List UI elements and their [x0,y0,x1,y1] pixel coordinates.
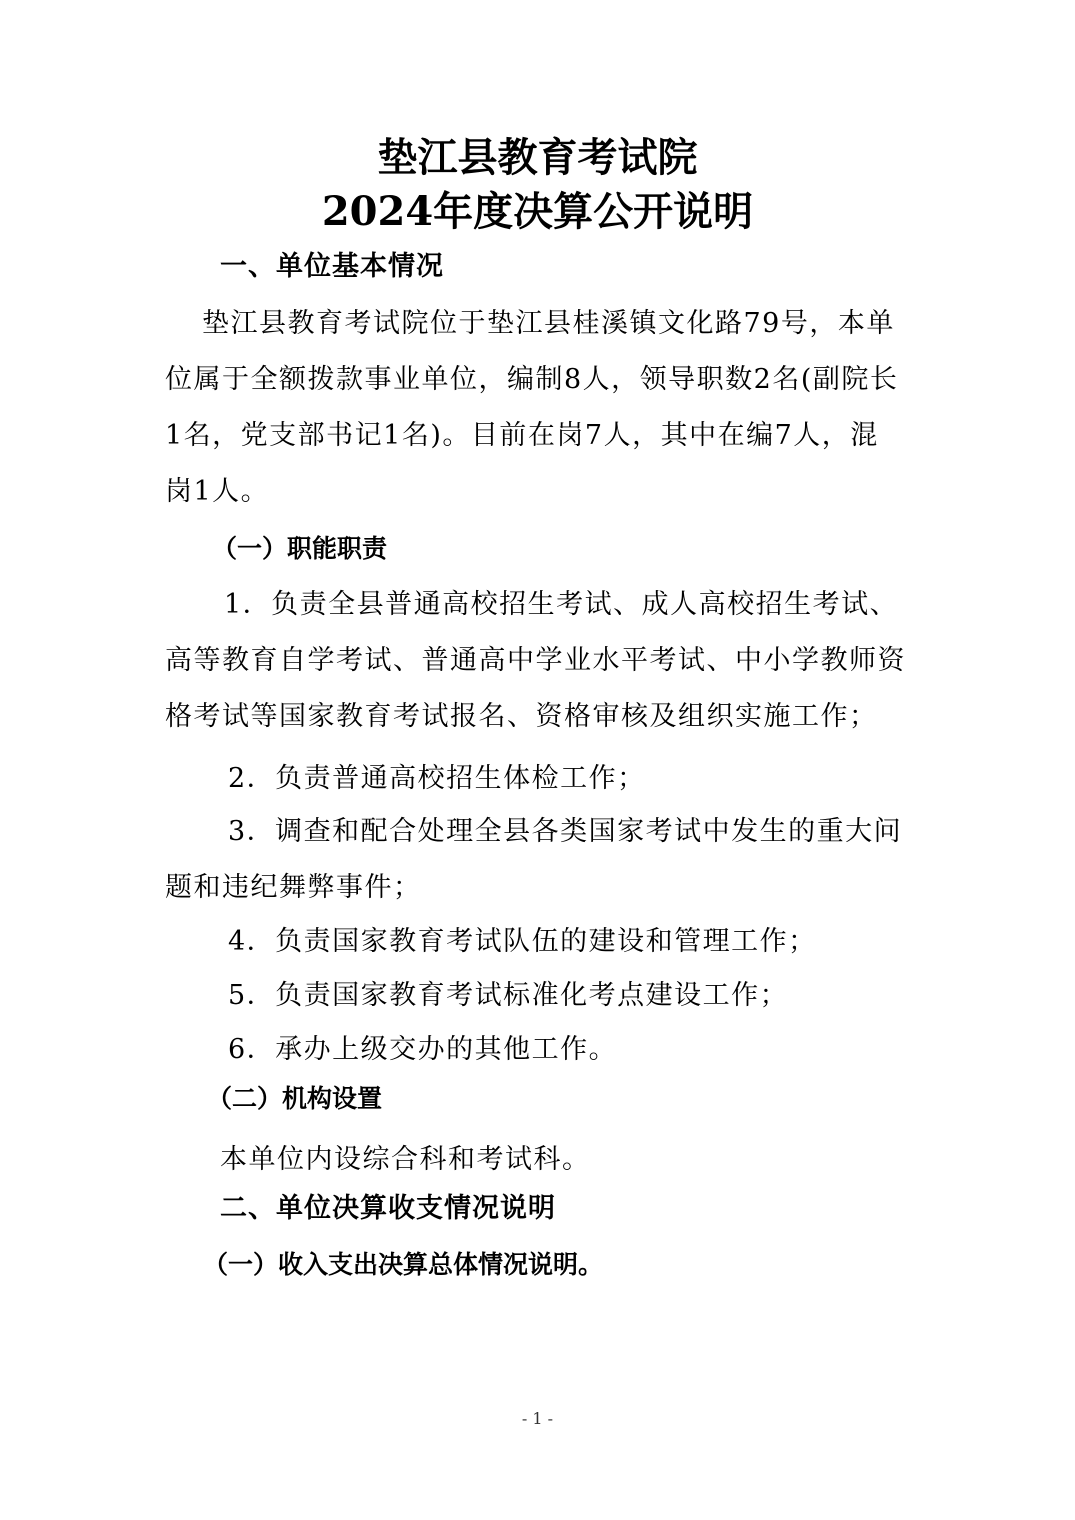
duty-item1-line3: 格考试等国家教育考试报名、资格审核及组织实施工作； [165,701,878,732]
section2-sub1-heading: （一）收入支出决算总体情况说明。 [203,1250,604,1279]
duty-item5: 5．负责国家教育考试标准化考点建设工作； [228,980,789,1011]
section1-paragraph-line1: 垫江县教育考试院位于垫江县桂溪镇文化路79号，本单 [202,308,895,339]
section1-paragraph-line4: 岗1人。 [165,476,270,507]
duty-item4: 4．负责国家教育考试队伍的建设和管理工作； [228,926,817,957]
duty-item1-line1: 1．负责全县普通高校招生考试、成人高校招生考试、 [224,589,899,620]
duties-heading: （一）职能职责 [212,534,388,563]
duty-item3-line1: 3．调查和配合处理全县各类国家考试中发生的重大问 [228,816,903,847]
duty-item1-line2: 高等教育自学考试、普通高中学业水平考试、中小学教师资 [165,645,906,676]
page-number: - 1 - [521,1409,554,1428]
duty-item6: 6．承办上级交办的其他工作。 [228,1034,618,1065]
structure-heading: （二）机构设置 [207,1084,383,1113]
duty-item3-line2: 题和违纪舞弊事件； [165,872,422,903]
section1-heading: 一、单位基本情况 [220,251,444,282]
structure-text: 本单位内设综合科和考试科。 [220,1144,591,1175]
document-title-line1: 垫江县教育考试院 [377,134,698,181]
section1-paragraph-line3: 1名，党支部书记1名)。目前在岗7人，其中在编7人，混 [165,420,879,451]
document-title-line2: 2024年度决算公开说明 [321,188,754,235]
section1-paragraph-line2: 位属于全额拨款事业单位，编制8人，领导职数2名(副院长 [165,364,899,395]
section2-heading: 二、单位决算收支情况说明 [220,1193,556,1224]
duty-item2: 2．负责普通高校招生体检工作； [228,763,646,794]
